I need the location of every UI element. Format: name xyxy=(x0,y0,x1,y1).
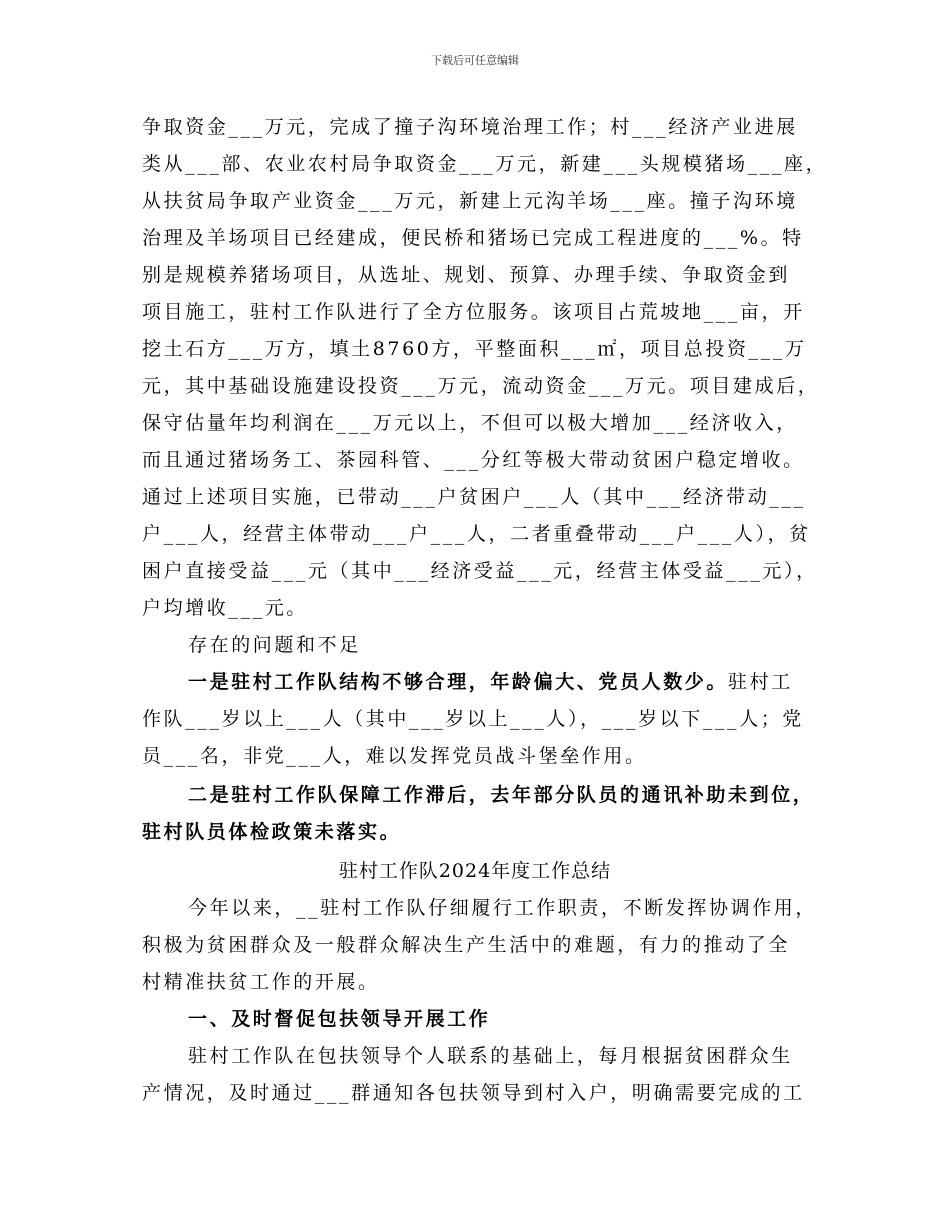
text-line: 治理及羊场项目已经建成，便民桥和猪场已完成工程进度的___%。特 xyxy=(142,227,804,249)
text-line: 挖土石方___万方，填土8760方，平整面积___㎡，项目总投资___万 xyxy=(142,338,807,360)
text-line: 类从___部、农业农村局争取资金___万元，新建___头规模猪场___座， xyxy=(142,153,828,175)
section-heading-1: 一、及时督促包扶领导开展工作 xyxy=(188,1008,491,1030)
text-line: 元，其中基础设施建设投资___万元，流动资金___万元。项目建成后， xyxy=(142,375,820,397)
page-header: 下载后可任意编辑 xyxy=(431,54,519,67)
text-line: 困户直接受益___元（其中___经济受益___元，经营主体受益___元）， xyxy=(142,560,818,582)
problem-1-rest: 驻村工 xyxy=(728,671,793,693)
text-line: 户均增收___元。 xyxy=(142,597,308,619)
text-line: 员___名，非党___人，难以发挥党员战斗堡垒作用。 xyxy=(142,745,647,767)
text-line: 通过上述项目实施，已带动___户贫困户___人（其中___经济带动___ xyxy=(142,486,806,508)
text-line: 而且通过猪场务工、茶园科管、___分红等极大带动贫困户稳定增收。 xyxy=(142,449,805,471)
text-line: 别是规模养猪场项目，从选址、规划、预算、办理手续、争取资金到 xyxy=(142,264,791,286)
text-line: 争取资金___万元，完成了撞子沟环境治理工作；村___经济产业进展 xyxy=(142,116,798,138)
text-line: 从扶贫局争取产业资金___万元，新建上元沟羊场___座。撞子沟环境 xyxy=(142,190,798,212)
text-line: 驻村工作队在包扶领导个人联系的基础上，每月根据贫困群众生 xyxy=(188,1045,793,1067)
text-line: 户___人，经营主体带动___户___人，二者重叠带动___户___人），贫 xyxy=(142,523,811,545)
text-line: 产情况，及时通过___群通知各包扶领导到村入户，明确需要完成的工 xyxy=(142,1082,805,1104)
text-line: 作队___岁以上___人（其中___岁以上___人），___岁以下___人；党 xyxy=(142,708,804,730)
problem-1-lead: 一是驻村工作队结构不够合理，年龄偏大、党员人数少。 xyxy=(188,671,729,693)
text-line: 项目施工，驻村工作队进行了全方位服务。该项目占荒坡地___亩，开 xyxy=(142,301,805,323)
text-line: 今年以来，__驻村工作队仔细履行工作职责，不断发挥协调作用， xyxy=(188,897,818,919)
text-line: 积极为贫困群众及一般群众解决生产生活中的难题，有力的推动了全 xyxy=(142,934,791,956)
text-line xyxy=(188,669,793,695)
document-title: 驻村工作队2024年度工作总结 xyxy=(338,860,612,882)
text-line: 保守估量年均利润在___万元以上，不但可以极大增加___经济收入， xyxy=(142,412,798,434)
text-line: 村精准扶贫工作的开展。 xyxy=(142,971,380,993)
text-line: 二是驻村工作队保障工作滞后，去年部分队员的通讯补助未到位， xyxy=(188,784,815,806)
section-heading-problems: 存在的问题和不足 xyxy=(188,634,361,656)
text-line: 驻村队员体检政策未落实。 xyxy=(142,821,402,843)
